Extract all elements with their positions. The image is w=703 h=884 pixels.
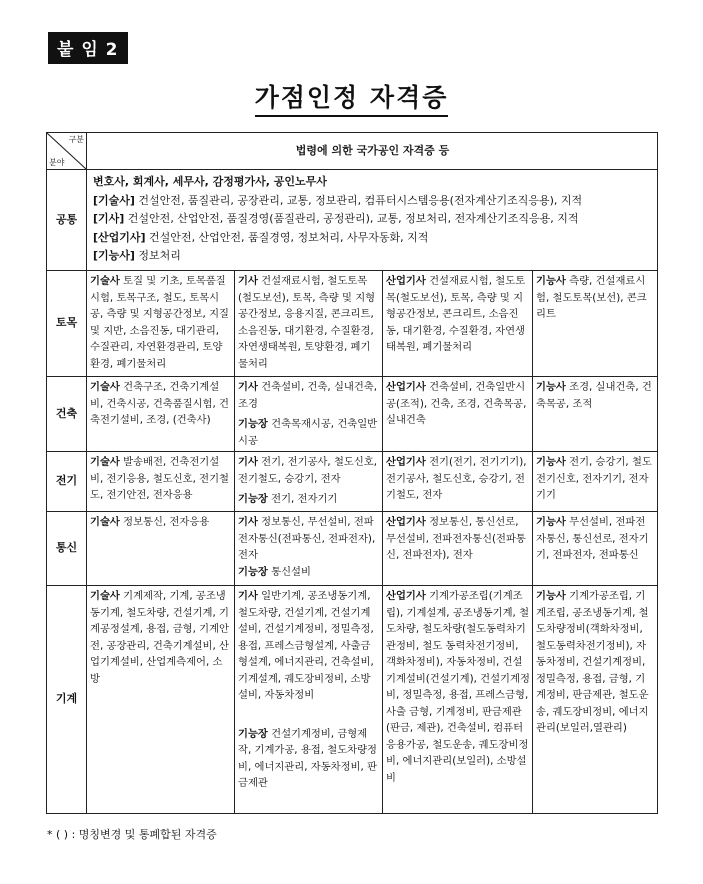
elec-col2-sub-label: 기능장 <box>238 493 268 505</box>
common-line-5 <box>93 247 653 266</box>
elec-col2-text: 전기, 전기공사, 철도신호, 전기철도, 승강기, 전자 <box>238 456 378 485</box>
page-title <box>0 78 703 114</box>
category-mechanical: 기계 <box>47 586 87 814</box>
row-electric <box>47 452 658 512</box>
category-telecom: 통신 <box>47 512 87 586</box>
common-label-craftsman: [기능사] <box>93 249 135 262</box>
common-line-4 <box>93 229 653 248</box>
tel-col3-label: 산업기사 <box>386 516 426 528</box>
civil-col1 <box>87 271 235 377</box>
mech-col3 <box>383 586 533 814</box>
mech-col3-text: 기계가공조립(기계조립), 기계설계, 공조냉동기계, 철도차량, 철도차량(철도동력차기관정비, 철도 동력차전기정비, 객화차정비), 자동차정비, 건설기계설비(건설기계), 건설기계정비, 정밀측정, 용접, 프레스금형, 사출 금형, 기계정비, 판금제관(판금, 제관), 건축설비, 컴퓨터응용가공, 철도운송, 궤도장비정비, 에너지관리(보일러), 소방설비 <box>386 590 530 784</box>
row-common <box>47 170 658 271</box>
mech-col2-sub-text: 건설기계정비, 금형제작, 기계가공, 용접, 철도차량정비, 에너지관리, 자동차정비, 판금제관 <box>238 727 377 789</box>
tel-col3-text: 정보통신, 통신선로, 무선설비, 전파전자통신(전파통신, 전파전자), 전자 <box>386 516 526 561</box>
civil-col3-text: 건설재료시험, 철도토목(철도보선), 토목, 측량 및 지형공간정보, 콘크리트, 소음진동, 대기환경, 수질환경, 자연생태복원, 폐기물처리 <box>386 275 526 353</box>
tel-col3 <box>383 512 533 586</box>
common-label-engineer-pro: [기술사] <box>93 193 135 207</box>
elec-col1 <box>87 452 235 512</box>
arch-col2 <box>235 377 383 452</box>
common-cell <box>87 170 658 271</box>
common-line-3 <box>93 210 653 229</box>
category-electric: 전기 <box>47 452 87 512</box>
civil-col1-label: 기술사 <box>90 275 120 287</box>
elec-col1-label: 기술사 <box>90 456 120 468</box>
civil-col4-text: 측량, 건설재료시험, 철도토목(보선), 콘크리트 <box>536 275 647 320</box>
tel-col4-text: 무선설비, 전파전자통신, 통신선로, 전자기기, 전파전자, 전파통신 <box>536 516 649 561</box>
tel-col4-label: 기능사 <box>536 516 566 528</box>
header-row <box>47 133 658 170</box>
tel-col2-sub-label: 기능장 <box>238 565 268 578</box>
common-text-engineer-pro: 건설안전, 품질관리, 공장관리, 교통, 정보관리, 컴퓨터시스템응용(전자계산기조직응용), 지적 <box>134 193 583 207</box>
header-diag-top: 구분 <box>68 135 84 144</box>
arch-col2-sub <box>238 416 380 449</box>
category-civil: 토목 <box>47 271 87 377</box>
mech-col2-sub <box>238 726 380 792</box>
elec-col4-label: 기능사 <box>536 456 566 468</box>
arch-col2-label: 기사 <box>238 381 258 393</box>
elec-col2-sub-text: 전기, 전자기기 <box>267 493 338 505</box>
arch-col1 <box>87 377 235 452</box>
tel-col2-text: 정보통신, 무선설비, 전파전자통신(전파통신, 전파전자), 전자 <box>238 516 376 561</box>
civil-col2-text: 건설재료시험, 철도토목(철도보선), 토목, 측량 및 지형공간정보, 응용지질, 콘크리트, 소음진동, 대기환경, 수질환경, 자연생태복원, 토양환경, 폐기물처리 <box>238 275 376 370</box>
header-diagonal-cell <box>47 133 87 170</box>
row-civil <box>47 271 658 377</box>
elec-col1-text: 발송배전, 건축전기설비, 전기응용, 철도신호, 전기철도, 전기안전, 전자응용 <box>90 456 229 501</box>
mech-col4-label: 기능사 <box>536 590 566 602</box>
mech-col2-sub-label: 기능장 <box>238 727 268 740</box>
mech-col4-text: 기계가공조립, 기계조립, 공조냉동기계, 철도차량정비(객화차정비, 철도동력차전기정비), 자동차정비, 건설기계정비, 정밀측정, 용접, 금형, 기계정비, 판금제관, 철도운송, 궤도장비정비, 에너지관리(보일러,열관리) <box>536 590 649 734</box>
common-line-2 <box>93 192 653 211</box>
category-architecture: 건축 <box>47 377 87 452</box>
arch-col3 <box>383 377 533 452</box>
tel-col2-sub-text: 통신설비 <box>267 565 311 578</box>
footnote: * ( ) : 명칭변경 및 통폐합된 자격증 <box>47 828 217 841</box>
mech-col1 <box>87 586 235 814</box>
mech-col4 <box>533 586 658 814</box>
civil-col3 <box>383 271 533 377</box>
common-text-craftsman: 정보처리 <box>134 249 181 262</box>
arch-col4-text: 조경, 실내건축, 건축목공, 조적 <box>536 381 652 410</box>
mech-col2-text: 일반기계, 공조냉동기계, 철도차량, 건설기계, 건설기계설비, 건설기계정비, 정밀측정, 용접, 프레스금형설계, 사출금형설계, 에너지관리, 건축설비, 기계설계, 궤도장비정비, 소방설비, 자동차정비 <box>238 590 374 701</box>
elec-col2-label: 기사 <box>238 456 258 468</box>
arch-col3-text: 건축설비, 건축일반시공(조적), 건축, 조경, 건축목공, 실내건축 <box>386 381 527 426</box>
civil-col1-text: 토질 및 기초, 토목품질시험, 토목구조, 철도, 토목시공, 측량 및 지형공간정보, 지질 및 지반, 소음진동, 대기관리, 수질관리, 자연환경관리, 토양환경, 폐기물처리 <box>90 275 229 370</box>
civil-col4 <box>533 271 658 377</box>
elec-col4 <box>533 452 658 512</box>
civil-col4-label: 기능사 <box>536 275 566 287</box>
page-title-text: 가점인정 자격증 <box>255 83 449 117</box>
elec-col3-text: 전기(전기, 전기기기), 전기공사, 철도신호, 승강기, 전기철도, 전자 <box>386 456 527 501</box>
row-telecom <box>47 512 658 586</box>
mech-col1-text: 기계제작, 기계, 공조냉동기계, 철도차량, 건설기계, 기계공정설계, 용접, 금형, 기계안전, 공장관리, 건축기계설비, 산업기계설비, 산업계측제어, 소방 <box>90 590 229 685</box>
common-text-engineer: 건설안전, 산업안전, 품질경영(품질관리, 공정관리), 교통, 정보처리, 전자계산기조직응용, 지적 <box>124 212 579 225</box>
arch-col3-label: 산업기사 <box>386 381 426 393</box>
certificate-table <box>46 132 658 814</box>
row-architecture <box>47 377 658 452</box>
elec-col4-text: 전기, 승강기, 철도전기신호, 전자기기, 전자기기 <box>536 456 652 501</box>
elec-col2-sub <box>238 491 380 508</box>
civil-col2-label: 기사 <box>238 275 258 287</box>
tel-col2-label: 기사 <box>238 516 258 528</box>
mech-col3-label: 산업기사 <box>386 590 426 602</box>
civil-col2 <box>235 271 383 377</box>
arch-col4 <box>533 377 658 452</box>
mech-col2 <box>235 586 383 814</box>
arch-col4-label: 기능사 <box>536 381 566 393</box>
common-line-1: 변호사, 회계사, 세무사, 감정평가사, 공인노무사 <box>93 175 327 188</box>
tel-col1-text: 정보통신, 전자응용 <box>119 516 210 528</box>
header-main: 법령에 의한 국가공인 자격증 등 <box>87 133 658 170</box>
attachment-badge: 붙 임 2 <box>48 32 128 64</box>
mech-col1-label: 기술사 <box>90 590 120 602</box>
arch-col2-sub-text: 건축목재시공, 건축일반시공 <box>238 418 378 447</box>
tel-col1-label: 기술사 <box>90 516 120 528</box>
elec-col3-label: 산업기사 <box>386 456 426 468</box>
elec-col2 <box>235 452 383 512</box>
arch-col1-text: 건축구조, 건축기계설비, 건축시공, 건축품질시험, 건축전기설비, 조경, (건축사) <box>90 381 229 426</box>
elec-col3 <box>383 452 533 512</box>
category-common: 공통 <box>47 170 87 271</box>
tel-col2-sub <box>238 564 380 581</box>
civil-col3-label: 산업기사 <box>386 275 426 287</box>
tel-col2 <box>235 512 383 586</box>
tel-col1 <box>87 512 235 586</box>
common-label-industrial: [산업기사] <box>93 230 146 244</box>
common-text-industrial: 건설안전, 산업안전, 품질경영, 정보처리, 사무자동화, 지적 <box>145 230 429 244</box>
arch-col2-text: 건축설비, 건축, 실내건축, 조경 <box>238 381 378 410</box>
arch-col2-sub-label: 기능장 <box>238 418 268 430</box>
mech-col2-label: 기사 <box>238 590 258 602</box>
row-mechanical <box>47 586 658 814</box>
header-diag-bottom: 분야 <box>49 158 65 167</box>
common-label-engineer: [기사] <box>93 212 125 225</box>
arch-col1-label: 기술사 <box>90 381 120 393</box>
tel-col4 <box>533 512 658 586</box>
